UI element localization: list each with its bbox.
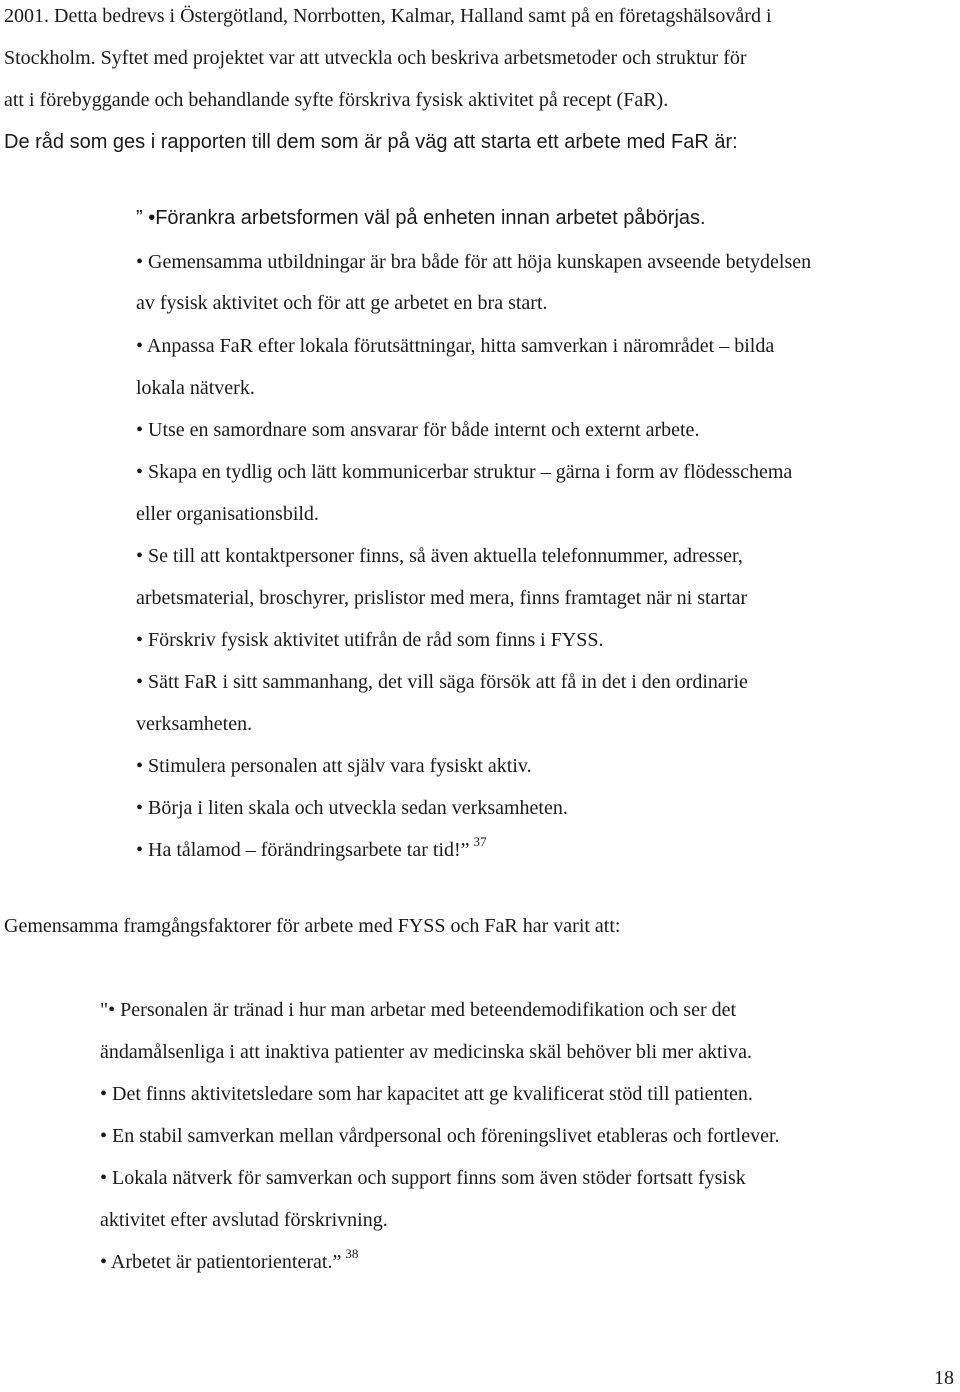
list-item: verksamheten. — [136, 713, 253, 735]
intro-line: 2001. Detta bedrevs i Östergötland, Norrbotten, Kalmar, Halland samt på en företagshälsovård i — [4, 5, 772, 27]
list-item: lokala nätverk. — [136, 377, 255, 399]
list-item-text: • Ha tålamod – förändringsarbete tar tid!” — [136, 839, 470, 861]
footnote-ref: 37 — [473, 834, 487, 849]
list-item: • Utse en samordnare som ansvarar för både internt och externt arbete. — [136, 419, 700, 441]
list-item: • Se till att kontaktpersoner finns, så även aktuella telefonnummer, adresser, — [136, 545, 743, 567]
footnote-ref: 38 — [345, 1246, 359, 1261]
intro-line: att i förebyggande och behandlande syfte förskriva fysisk aktivitet på recept (FaR). — [4, 89, 669, 111]
list-item: arbetsmaterial, broschyrer, prislistor med mera, finns framtaget när ni startar — [136, 587, 748, 609]
list-item — [136, 836, 487, 864]
list-item: ändamålsenliga i att inaktiva patienter av medicinska skäl behöver bli mer aktiva. — [100, 1041, 752, 1063]
list-item: • Det finns aktivitetsledare som har kapacitet att ge kvalificerat stöd till patienten. — [100, 1083, 753, 1105]
list-item: • Skapa en tydlig och lätt kommunicerbar struktur – gärna i form av flödesschema — [136, 461, 793, 483]
list-item: • Sätt FaR i sitt sammanhang, det vill säga försök att få in det i den ordinarie — [136, 671, 748, 693]
list-item: eller organisationsbild. — [136, 503, 319, 525]
list-item: • En stabil samverkan mellan vårdpersonal och föreningslivet etableras och fortlever. — [100, 1125, 780, 1147]
page-number: 18 — [934, 1367, 954, 1389]
list-item: ” •Förankra arbetsformen väl på enheten innan arbetet påbörjas. — [136, 207, 706, 229]
list-item: • Anpassa FaR efter lokala förutsättningar, hitta samverkan i närområdet – bilda — [136, 335, 775, 357]
list-item: • Lokala nätverk för samverkan och support finns som även stöder fortsatt fysisk — [100, 1167, 746, 1189]
list-item: • Börja i liten skala och utveckla sedan verksamheten. — [136, 797, 568, 819]
intro-line: De råd som ges i rapporten till dem som är på väg att starta ett arbete med FaR är: — [4, 131, 738, 153]
list-item: aktivitet efter avslutad förskrivning. — [100, 1209, 388, 1231]
list-item — [100, 1248, 358, 1276]
list-item-text: • Arbetet är patientorienterat.” — [100, 1251, 342, 1273]
list-item: "• Personalen är tränad i hur man arbetar med beteendemodifikation och ser det — [100, 999, 737, 1021]
list-item: av fysisk aktivitet och för att ge arbetet en bra start. — [136, 292, 548, 314]
section-heading: Gemensamma framgångsfaktorer för arbete med FYSS och FaR har varit att: — [4, 915, 621, 937]
intro-line: Stockholm. Syftet med projektet var att utveckla och beskriva arbetsmetoder och struktur för — [4, 47, 747, 69]
list-item: • Gemensamma utbildningar är bra både för att höja kunskapen avseende betydelsen — [136, 251, 812, 273]
list-item: • Stimulera personalen att själv vara fysiskt aktiv. — [136, 755, 532, 777]
list-item: • Förskriv fysisk aktivitet utifrån de råd som finns i FYSS. — [136, 629, 604, 651]
